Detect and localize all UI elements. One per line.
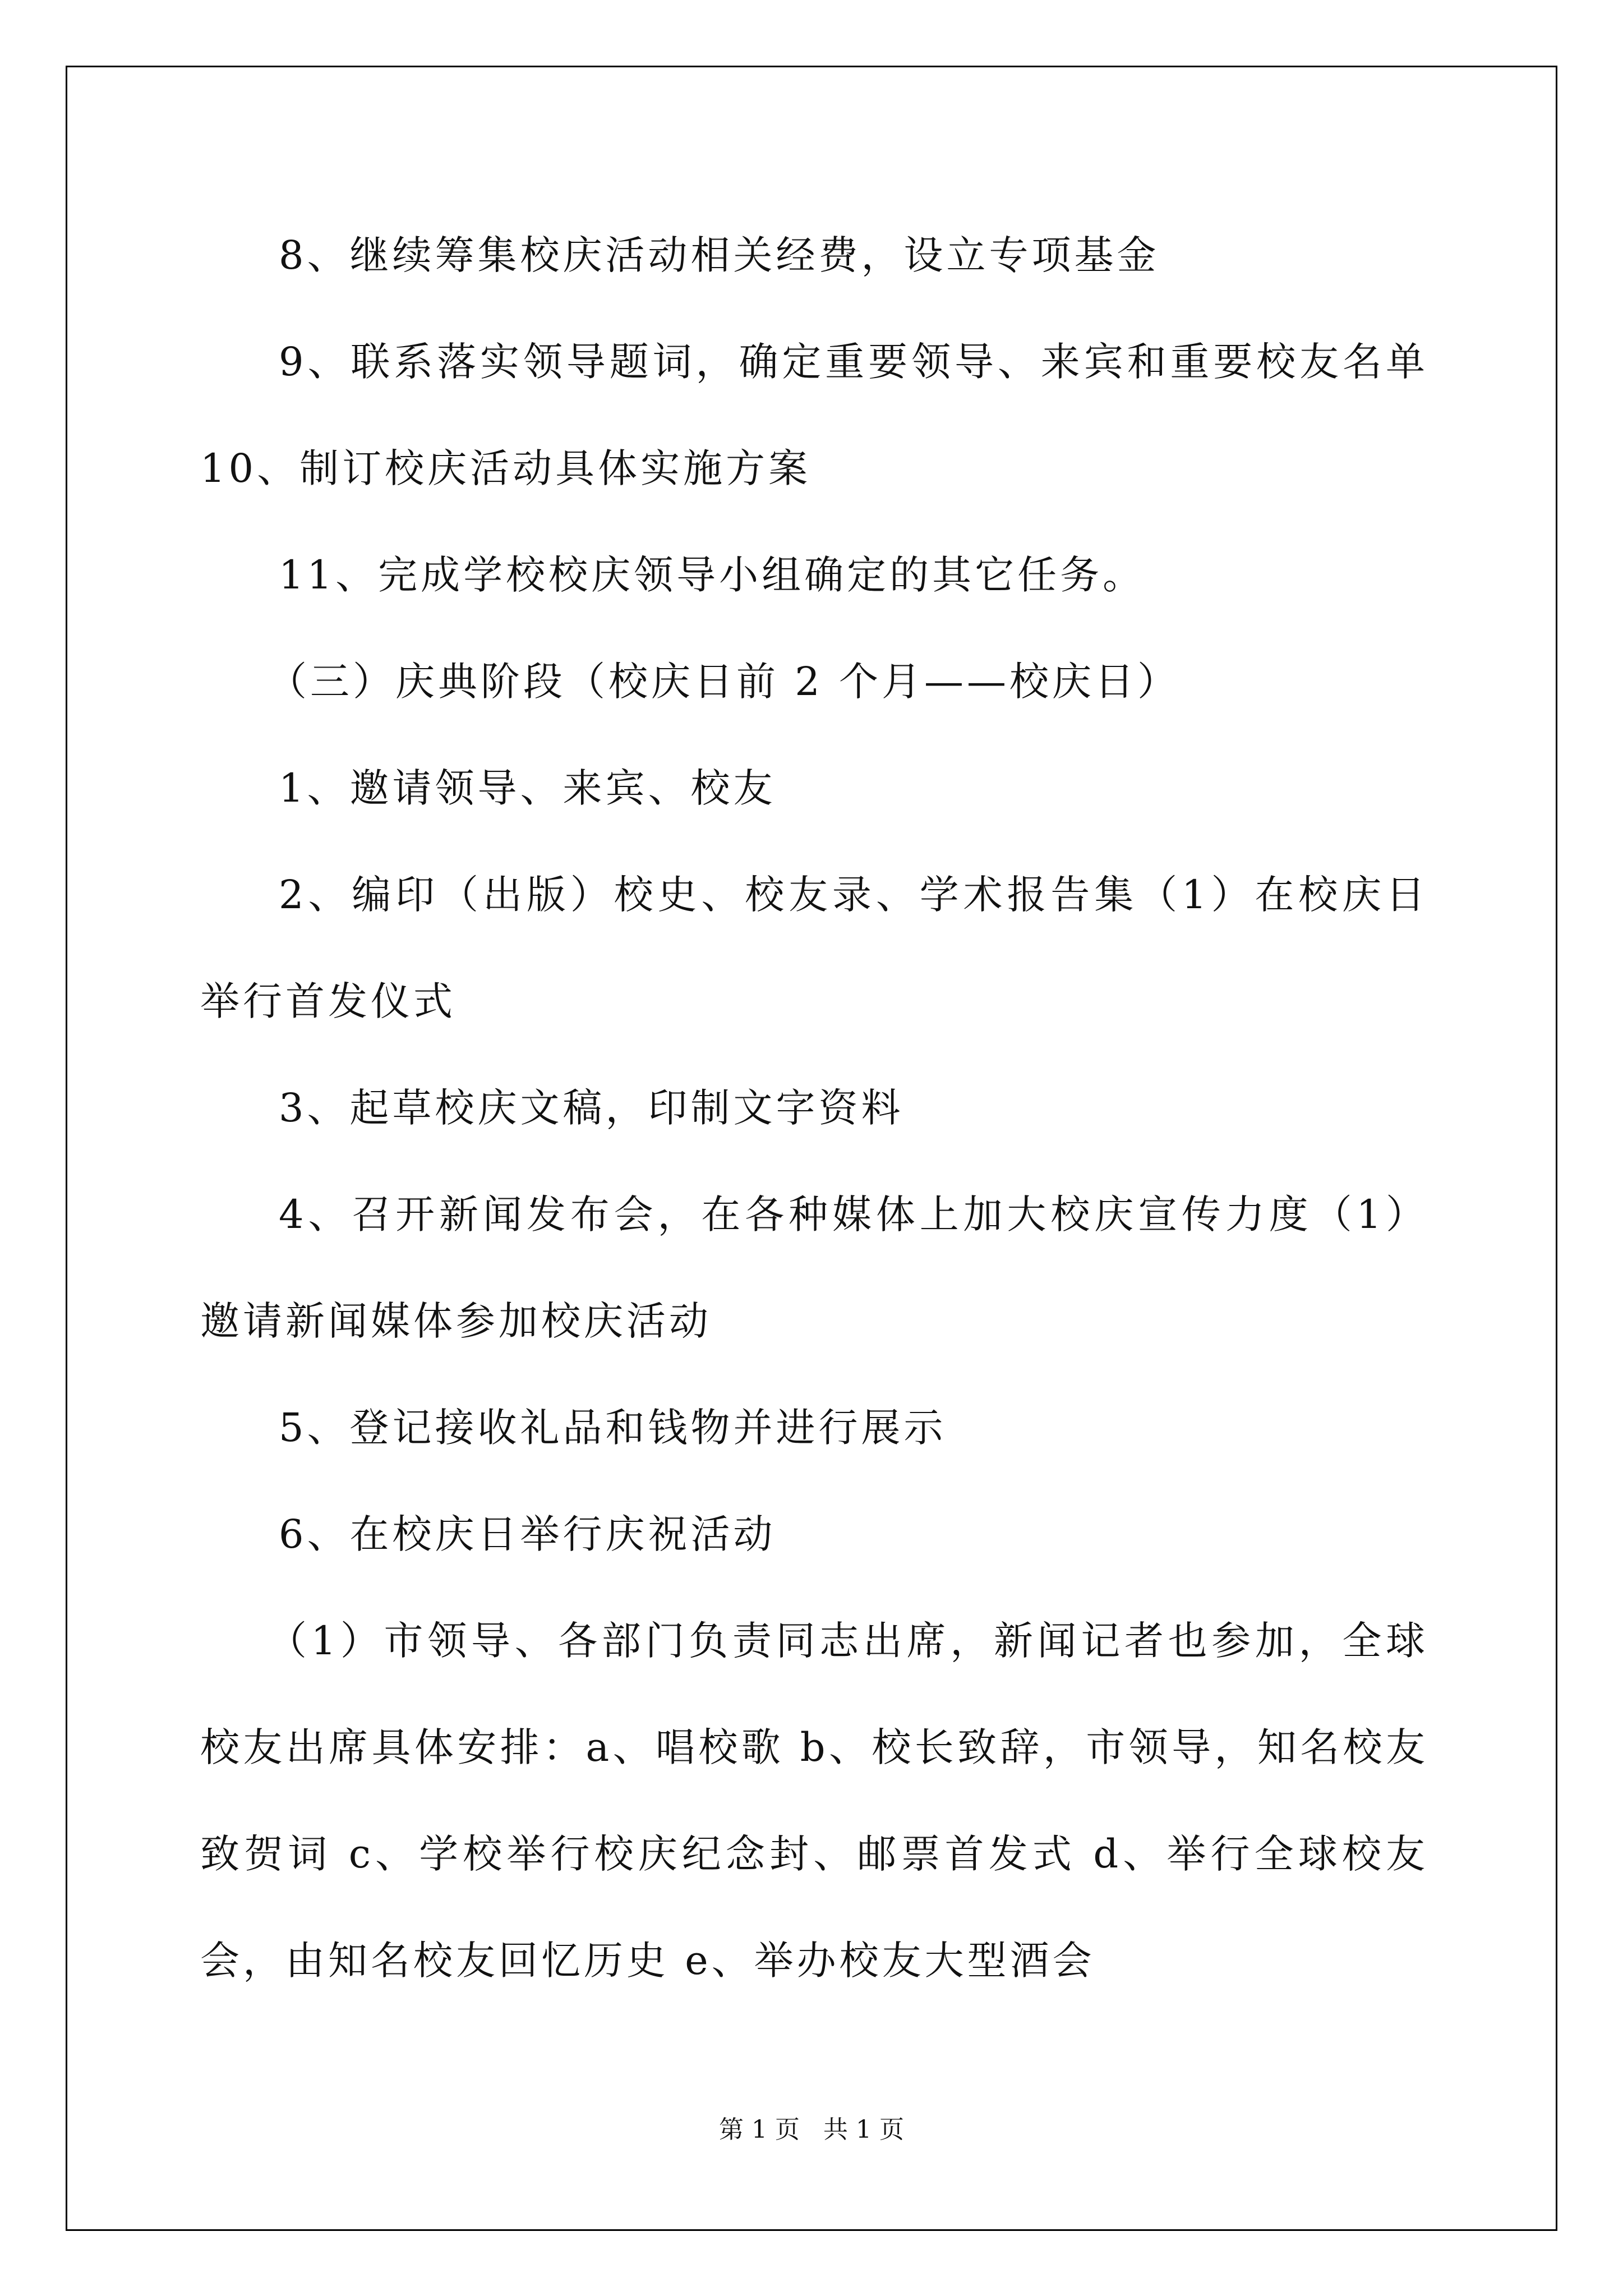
- paragraph-item-6: 6、在校庆日举行庆祝活动: [279, 1511, 776, 1557]
- section-heading-celebration-stage: （三）庆典阶段（校庆日前 2 个月——校庆日）: [268, 659, 1181, 705]
- document-body: [200, 202, 1428, 2014]
- paragraph-item-1: 1、邀请领导、来宾、校友: [279, 765, 776, 811]
- paragraph-item-2: 2、编印（出版）校史、校友录、学术报告集（1）在校庆日举行首发仪式: [200, 872, 1428, 1024]
- paragraph-item-8: 8、继续筹集校庆活动相关经费，设立专项基金: [279, 232, 1160, 278]
- paragraph-item-9-10: 9、联系落实领导题词，确定重要领导、来宾和重要校友名单 10、制订校庆活动具体实施方案: [200, 339, 1428, 491]
- paragraph-item-4: 4、召开新闻发布会，在各种媒体上加大校庆宣传力度（1）邀请新闻媒体参加校庆活动: [200, 1191, 1428, 1344]
- paragraph-item-11: 11、完成学校校庆领导小组确定的其它任务。: [279, 552, 1146, 598]
- paragraph-subitem-1: （1）市领导、各部门负责同志出席，新闻记者也参加，全球校友出席具体安排：a、唱校歌 b、校长致辞，市领导，知名校友致贺词 c、学校举行校庆纪念封、邮票首发式 d、举行全球校友会，由知名校友回忆历史 e、举办校友大型酒会: [200, 1618, 1428, 1984]
- paragraph-item-5: 5、登记接收礼品和钱物并进行展示: [279, 1405, 947, 1451]
- page-footer: 第 1 页 共 1 页: [719, 2115, 904, 2144]
- paragraph-item-3: 3、起草校庆文稿，印制文字资料: [279, 1085, 904, 1131]
